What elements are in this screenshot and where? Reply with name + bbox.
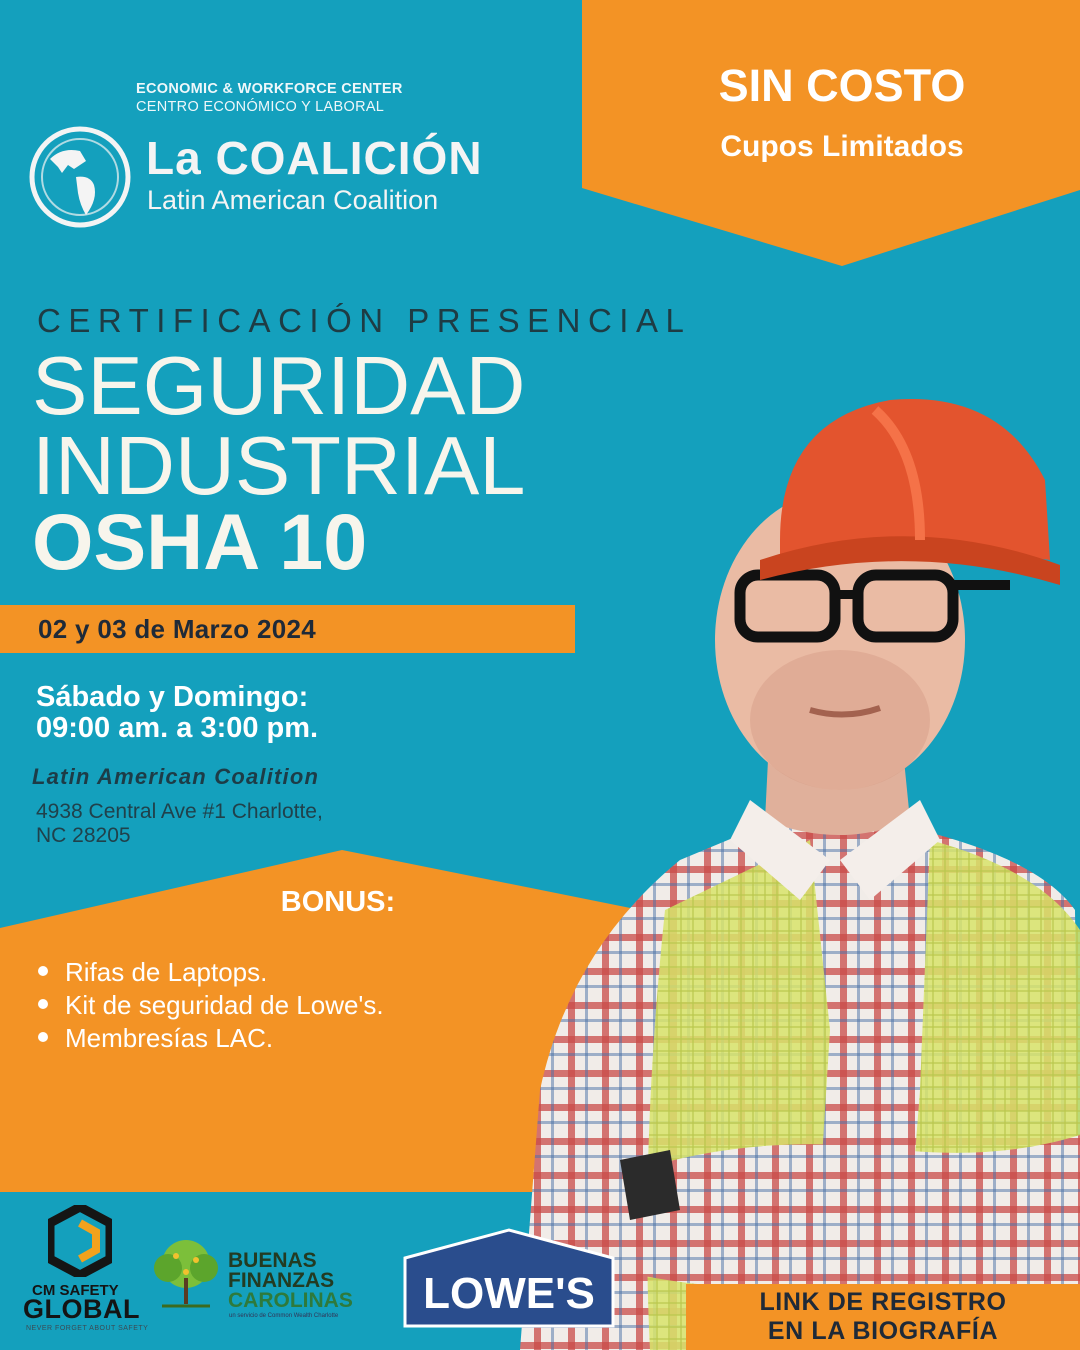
venue-address xyxy=(36,800,323,848)
bonus-item: Rifas de Laptops. xyxy=(38,956,384,989)
cta-line-1: LINK DE REGISTRO xyxy=(759,1288,1007,1316)
cm-tagline: NEVER FORGET ABOUT SAFETY xyxy=(26,1325,149,1332)
bullet-icon xyxy=(38,1032,48,1042)
globe-icon xyxy=(28,125,132,229)
org-subname: Latin American Coalition xyxy=(147,185,439,215)
cm-safety-logo-icon xyxy=(48,1205,112,1277)
limited-seats-label: Cupos Limitados xyxy=(720,130,964,163)
org-name: La COALICIÓN xyxy=(146,132,483,184)
org-center-en: ECONOMIC & WORKFORCE CENTER xyxy=(136,81,403,97)
bf-name-1: BUENAS xyxy=(228,1249,317,1272)
event-schedule xyxy=(36,682,318,744)
event-date: 02 y 03 de Marzo 2024 xyxy=(38,614,317,644)
cm-safety-name: CM SAFETY xyxy=(32,1282,119,1299)
bonus-item: Membresías LAC. xyxy=(38,1022,384,1055)
bonus-list xyxy=(38,956,384,1055)
cm-global-name: GLOBAL xyxy=(23,1294,140,1324)
bf-name-3: CAROLINAS xyxy=(228,1289,353,1312)
event-days: Sábado y Domingo: xyxy=(36,681,309,713)
address-line-2: NC 28205 xyxy=(36,824,131,847)
event-kicker: CERTIFICACIÓN PRESENCIAL xyxy=(37,302,692,339)
address-line-1: 4938 Central Ave #1 Charlotte, xyxy=(36,800,323,823)
registration-cta xyxy=(686,1288,1080,1346)
org-center-label xyxy=(136,80,403,116)
bullet-icon xyxy=(38,966,48,976)
venue-name: Latin American Coalition xyxy=(32,764,320,789)
title-line-2: INDUSTRIAL xyxy=(32,419,526,512)
bf-tagline: un servicio de Common Wealth Charlotte xyxy=(229,1313,339,1319)
lowes-logo-text: LOWE'S xyxy=(423,1269,595,1318)
org-center-es: CENTRO ECONÓMICO Y LABORAL xyxy=(136,99,385,115)
lowes-logo xyxy=(403,1228,615,1328)
bf-name-2: FINANZAS xyxy=(228,1269,335,1292)
bonus-title: BONUS: xyxy=(280,886,396,918)
worker-photo xyxy=(500,390,1080,1350)
bonus-item: Kit de seguridad de Lowe's. xyxy=(38,989,384,1022)
free-label: SIN COSTO xyxy=(718,60,966,111)
title-line-3: OSHA 10 xyxy=(32,497,368,586)
cta-line-2: EN LA BIOGRAFÍA xyxy=(767,1317,999,1345)
bullet-icon xyxy=(38,999,48,1009)
tree-icon xyxy=(150,1238,222,1312)
title-line-1: SEGURIDAD xyxy=(32,339,526,432)
event-hours: 09:00 am. a 3:00 pm. xyxy=(36,712,319,744)
